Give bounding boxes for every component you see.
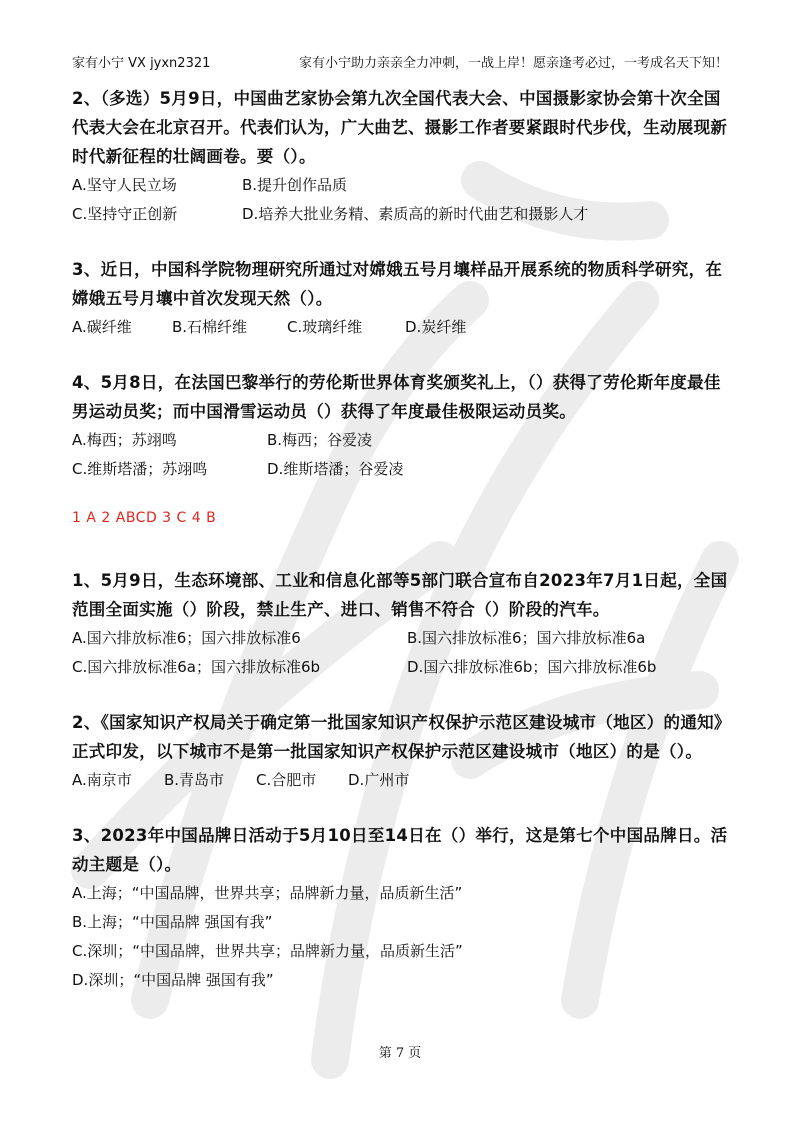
page-number: 第 7 页 <box>378 1046 422 1061</box>
option-a: A.上海；“中国品牌，世界共享；品牌新力量，品质新生活” <box>72 884 463 902</box>
option-d: D.炭纤维 <box>405 318 467 336</box>
option-c: C.合肥市 <box>256 771 317 789</box>
header-left-text: 家有小宁 VX jyxn2321 <box>72 56 211 71</box>
question-stem: 1、5月9日，生态环境部、工业和信息化部等5部门联合宣布自2023年7月1日起，全国范围全面实施（）阶段，禁止生产、进口、销售不符合（）阶段的汽车。 <box>72 571 728 619</box>
option-c: C.维斯塔潘；苏翊鸣 <box>72 460 208 478</box>
question-s1-4 <box>72 368 732 484</box>
option-c: C.玻璃纤维 <box>287 318 363 336</box>
option-b: B.梅西；谷爱凌 <box>267 431 373 449</box>
option-b: B.石棉纤维 <box>172 318 248 336</box>
option-d: D.广州市 <box>348 771 410 789</box>
question-options <box>72 426 732 484</box>
question-s2-3 <box>72 821 732 995</box>
question-s2-1 <box>72 566 732 682</box>
option-d: D.维斯塔潘；谷爱凌 <box>267 460 404 478</box>
option-b: B.上海；“中国品牌 强国有我” <box>72 913 273 931</box>
question-options <box>72 624 732 682</box>
option-b: B.提升创作品质 <box>242 176 348 194</box>
option-a: A.梅西；苏翊鸣 <box>72 431 177 449</box>
question-options <box>72 171 732 229</box>
question-options <box>72 766 732 795</box>
question-options <box>72 313 732 342</box>
page-header <box>72 52 728 71</box>
option-a: A.南京市 <box>72 771 132 789</box>
question-stem: 2、《国家知识产权局关于确定第一批国家知识产权保护示范区建设城市（地区）的通知》正式印发，以下城市不是第一批国家知识产权保护示范区建设城市（地区）的是（）。 <box>72 713 731 761</box>
page-content <box>72 84 732 1021</box>
answer-key: 1 A 2 ABCD 3 C 4 B <box>72 510 217 526</box>
option-a: A.碳纤维 <box>72 318 132 336</box>
option-a: A.坚守人民立场 <box>72 176 177 194</box>
header-right-text: 家有小宁助力亲亲全力冲刺，一战上岸！愿亲逢考必过，一考成名天下知！ <box>298 56 728 71</box>
question-options <box>72 879 732 995</box>
option-c: C.坚持守正创新 <box>72 205 178 223</box>
option-d: D.培养大批业务精、素质高的新时代曲艺和摄影人才 <box>242 205 589 223</box>
question-stem: 4、5月8日，在法国巴黎举行的劳伦斯世界体育奖颁奖礼上，（）获得了劳伦斯年度最佳男运动员奖；而中国滑雪运动员（）获得了年度最佳极限运动员奖。 <box>72 373 721 421</box>
option-a: A.国六排放标准6；国六排放标准6 <box>72 629 301 647</box>
option-c: C.国六排放标准6a；国六排放标准6b <box>72 658 321 676</box>
question-s1-2 <box>72 84 732 229</box>
question-stem: 3、2023年中国品牌日活动于5月10日至14日在（）举行，这是第七个中国品牌日。活动主题是（）。 <box>72 826 728 874</box>
question-stem: 2、（多选）5月9日，中国曲艺家协会第九次全国代表大会、中国摄影家协会第十次全国代表大会在北京召开。代表们认为，广大曲艺、摄影工作者要紧跟时代步伐，生动展现新时代新征程的壮阔画卷。要（）。 <box>72 89 728 166</box>
option-b: B.青岛市 <box>164 771 225 789</box>
option-c: C.深圳；“中国品牌，世界共享；品牌新力量，品质新生活” <box>72 942 463 960</box>
question-stem: 3、近日，中国科学院物理研究所通过对嫦娥五号月壤样品开展系统的物质科学研究，在嫦娥五号月壤中首次发现天然（）。 <box>72 260 723 308</box>
option-d: D.国六排放标准6b；国六排放标准6b <box>407 658 657 676</box>
question-s1-3 <box>72 255 732 342</box>
option-d: D.深圳；“中国品牌 强国有我” <box>72 971 274 989</box>
option-b: B.国六排放标准6；国六排放标准6a <box>407 629 646 647</box>
question-s2-2 <box>72 708 732 795</box>
